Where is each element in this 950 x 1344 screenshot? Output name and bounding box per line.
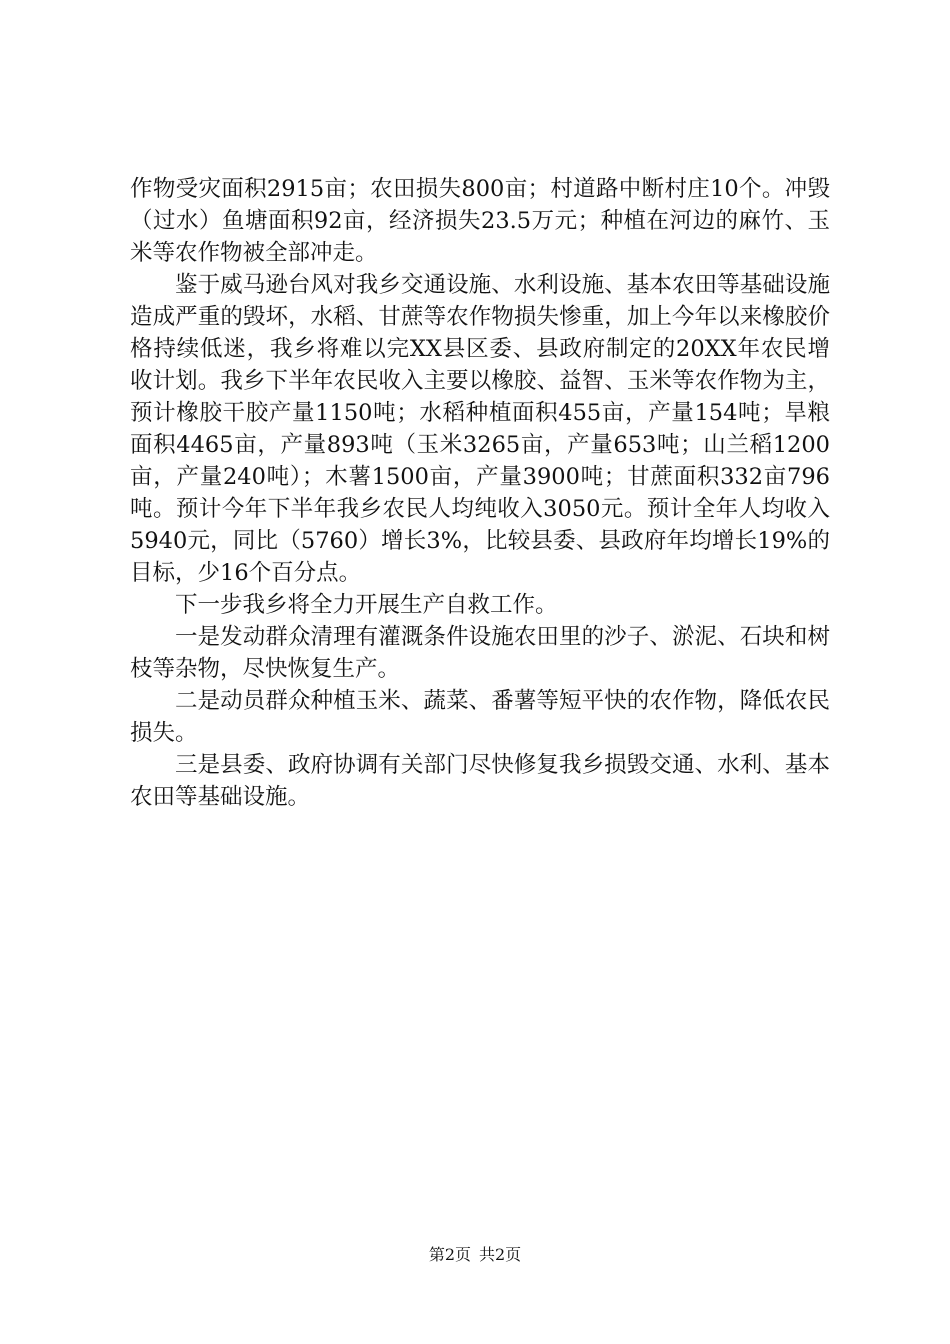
paragraph-crop-damage: 作物受灾面积2915亩；农田损失800亩；村道路中断村庄10个。冲毁（过水）鱼塘面积92亩，经济损失23.5万元；种植在河边的麻竹、玉米等农作物被全部冲走。 xyxy=(130,176,830,266)
paragraph-measure-two: 二是动员群众种植玉米、蔬菜、番薯等短平快的农作物，降低农民损失。 xyxy=(130,688,830,746)
page-total: 共2页 xyxy=(479,1245,522,1264)
document-body xyxy=(130,173,830,813)
page-footer xyxy=(0,1245,950,1265)
paragraph-next-steps: 下一步我乡将全力开展生产自救工作。 xyxy=(175,592,558,618)
paragraph-measure-one: 一是发动群众清理有灌溉条件设施农田里的沙子、淤泥、石块和树枝等杂物，尽快恢复生产。 xyxy=(130,624,830,682)
paragraph-income-forecast: 鉴于威马逊台风对我乡交通设施、水利设施、基本农田等基础设施造成严重的毁坏，水稻、甘蔗等农作物损失惨重，加上今年以来橡胶价格持续低迷，我乡将难以完XX县区委、县政府制定的20XX年农民增收计划。我乡下半年农民收入主要以橡胶、益智、玉米等农作物为主，预计橡胶干胶产量1150吨；水稻种植面积455亩，产量154吨；旱粮面积4465亩，产量893吨（玉米3265亩，产量653吨；山兰稻1200亩，产量240吨）；木薯1500亩，产量3900吨；甘蔗面积332亩796吨。预计今年下半年我乡农民人均纯收入3050元。预计全年人均收入5940元，同比（5760）增长3%，比较县委、县政府年均增长19%的目标，少16个百分点。 xyxy=(130,272,830,586)
paragraph-measure-three: 三是县委、政府协调有关部门尽快修复我乡损毁交通、水利、基本农田等基础设施。 xyxy=(130,752,830,810)
page-number: 第2页 xyxy=(428,1245,471,1264)
